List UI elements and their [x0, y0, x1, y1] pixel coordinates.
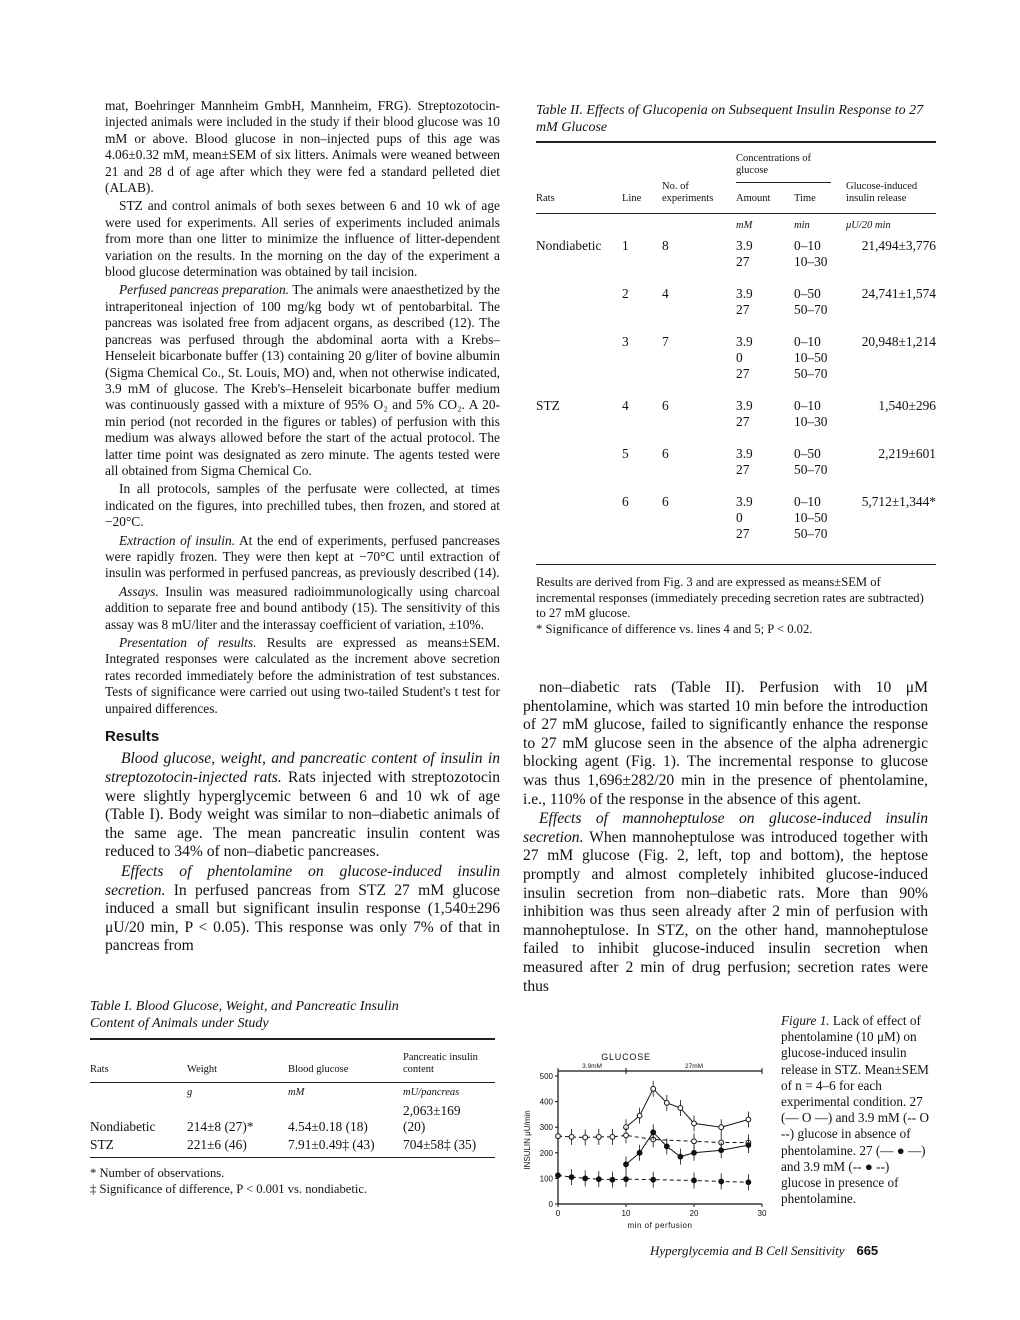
table-2-cell-release: 24,741±1,574	[861, 286, 936, 301]
y-tick-label: 200	[539, 1148, 553, 1158]
data-point	[624, 1162, 629, 1167]
figure-1-caption	[781, 1013, 931, 1207]
table-2-cell-release: 21,494±3,776	[861, 238, 936, 253]
data-point	[678, 1154, 683, 1159]
t2-unit-amount: mM	[736, 220, 753, 231]
data-point	[624, 1133, 629, 1138]
table-2-footnote-2: * Significance of difference vs. lines 4 and 5; P < 0.02.	[536, 621, 813, 636]
results-body	[105, 750, 500, 956]
data-point	[569, 1175, 574, 1180]
paragraph-right-1: non–diabetic rats (Table II). Perfusion with 10 μM phentolamine, which was started 10 min before the introduction of 27 mM glucose, failed to significantly enhance the response to 27 mM glucose seen in the absence of the alpha adrenergic blocking agent (Fig. 1). The incremental response to glucose was thus 1,696±282/20 min in the presence of phentolamine, i.e., 110% of the response in the absence of this agent.	[523, 679, 928, 808]
table-2-cell-release: 5,712±1,344*	[861, 494, 936, 509]
table-2-cell-experiments: 6	[662, 398, 669, 413]
paragraph-assays	[105, 584, 500, 633]
t2-head-amount: Amount	[736, 193, 771, 204]
data-point	[719, 1125, 724, 1130]
data-point	[651, 1086, 656, 1091]
data-point	[596, 1177, 601, 1182]
glucose-segment-1: 3.9mM	[582, 1063, 602, 1070]
table-2-cell-line: 4	[622, 398, 629, 413]
heading-extraction: Extraction of insulin.	[119, 532, 236, 548]
text-right-2: When mannoheptulose was introduced together with 27 mM glucose (Fig. 2, left, top and bottom), the heptose promptly and almost completely inhibited glucose-induced insulin secretion from non–diabetic rats. More than 90% inhibition was thus seen already after 2 min of perfusion with mannoheptulose. In STZ, on the other hand, mannoheptulose failed to inhibit glucose-induced insulin secretion when measured after 2 min of drug perfusion; secretion rates were thus	[523, 828, 928, 995]
data-point	[610, 1135, 615, 1140]
t1-row1-weight: 214±8 (27)*	[187, 1119, 254, 1134]
table-2-cell-release: 2,219±601	[878, 446, 936, 461]
table-2-cell-time	[794, 398, 827, 430]
x-tick-label: 10	[621, 1209, 631, 1218]
data-point	[583, 1135, 588, 1140]
t2-head-concentrations: Concentrations of glucose	[736, 153, 811, 176]
t2-unit-time: min	[794, 220, 810, 231]
table-2-cell-experiments: 4	[662, 286, 669, 301]
table-2-cell-line: 1	[622, 238, 629, 253]
table-2-cell-line: 3	[622, 334, 629, 349]
table-2-time-value: 0–50	[794, 286, 821, 301]
table-2-cell-experiments: 8	[662, 238, 669, 253]
table-2-time-value: 0–10	[794, 238, 821, 253]
table-2-row	[536, 236, 936, 284]
data-point	[664, 1144, 669, 1149]
table-2-block	[536, 102, 936, 637]
table-2-cell-time	[794, 286, 827, 318]
table-2-time-value: 10–30	[794, 254, 828, 269]
table-2-cell-time	[794, 238, 827, 270]
right-column	[523, 679, 928, 997]
x-axis-label: min of perfusion	[627, 1221, 693, 1230]
table-2-row	[536, 332, 936, 396]
data-point	[746, 1117, 751, 1122]
t1-head-glucose: Blood glucose	[288, 1064, 349, 1075]
page-footer	[650, 1243, 920, 1259]
t1-head-rats: Rats	[90, 1064, 109, 1075]
table-2-rows	[536, 236, 936, 556]
heading-perfused: Perfused pancreas preparation.	[119, 282, 289, 298]
table-2-cell-amount	[736, 334, 753, 382]
table-2-amount-value: 0	[736, 350, 743, 365]
table-2-cell-line: 2	[622, 286, 629, 301]
t2-head-release: Glucose-induced insulin release	[846, 181, 918, 204]
t1-row1-content: (20)	[403, 1119, 426, 1134]
t1-row1-content-top: 2,063±169	[403, 1103, 461, 1118]
table-2-cell-amount	[736, 494, 753, 542]
paragraph-right-2	[523, 810, 928, 996]
table-1-footnote-1: * Number of observations.	[90, 1166, 225, 1180]
figure-1-caption-text: Lack of effect of phentolamine (10 μM) on glucose-induced insulin release in STZ. Mean±SEM of n = 4–6 for each experimental condition. 27 (— O —) and 3.9 mM (-- O --) glucose in absence of phentolamine. 27 (— ● —) and 3.9 mM (-- ● --) glucose in presence of phentolamine.	[781, 1013, 929, 1207]
t2-head-time: Time	[794, 193, 816, 204]
table-1-header	[90, 1040, 495, 1082]
heading-presentation: Presentation of results.	[119, 635, 257, 650]
table-2-time-value: 50–70	[794, 462, 828, 477]
y-tick-label: 0	[548, 1200, 553, 1209]
text-assays: Insulin was measured radioimmunologically using charcoal addition to separate free and bound antibody (15). The sensitivity of this assay was 8 mU/liter and the interassay coefficient of variation, ±10%.	[105, 583, 500, 632]
glucose-segment-2: 27mM	[684, 1063, 704, 1070]
table-2-time-value: 50–70	[794, 302, 828, 317]
table-2-cell-time	[794, 494, 827, 542]
t1-unit-content: mU/pancreas	[403, 1087, 460, 1098]
table-2-cell-amount	[736, 398, 753, 430]
y-tick-label: 400	[539, 1097, 553, 1107]
text-results-1: Rats injected with streptozotocin were slightly hyperglycemic between 6 and 10 wk of age (Table I). Body weight was similar to non–diabetic animals of the same age. The mean pancreatic insulin content was reduced to 34% of non–diabetic pancreases.	[105, 769, 501, 861]
table-2-amount-value: 27	[736, 254, 750, 269]
table-2-row	[536, 396, 936, 444]
text-presentation: Results are expressed as means±SEM. Integrated responses were calculated as the increment above secretion rates recorded immediately before the administration of test substances. Tests of significance were carried out using two-tailed Student's t test for unpaired differences.	[105, 635, 500, 716]
data-point	[610, 1177, 615, 1182]
x-tick-label: 30	[757, 1209, 767, 1218]
text-results-2: In perfused pancreas from STZ 27 mM glucose induced a small but significant insulin response (1,540±296 μU/20 min, P < 0.05). This response was only 7% of that in pancreas from	[105, 881, 500, 955]
t1-row2-content: 704±58‡ (35)	[403, 1137, 477, 1152]
table-2-amount-value: 3.9	[736, 238, 753, 253]
data-point	[692, 1178, 697, 1183]
data-point	[692, 1139, 697, 1144]
table-2-time-value: 50–70	[794, 366, 828, 381]
table-2-bottom-rule	[536, 564, 936, 565]
t2-head-concentration-rule	[736, 182, 831, 183]
table-2-amount-value: 3.9	[736, 398, 753, 413]
table-2-row	[536, 284, 936, 332]
data-point	[651, 1177, 656, 1182]
table-2-cell-amount	[736, 446, 753, 478]
table-2-cell-experiments: 6	[662, 446, 669, 461]
t1-unit-weight: g	[187, 1087, 193, 1098]
data-point	[556, 1173, 561, 1178]
paragraph-perfused	[105, 282, 500, 479]
table-2-amount-value: 3.9	[736, 494, 753, 509]
t1-row2-weight: 221±6 (46)	[187, 1137, 247, 1152]
t1-row1-rats: Nondiabetic	[90, 1119, 156, 1134]
table-2-time-value: 50–70	[794, 526, 828, 541]
table-2-cell-amount	[736, 238, 753, 270]
data-point	[692, 1121, 697, 1126]
paragraph-extraction	[105, 533, 500, 582]
table-1-caption: Table I. Blood Glucose, Weight, and Pancreatic Insulin Content of Animals under Study	[90, 999, 399, 1031]
t2-head-experiments: No. of experiments	[662, 181, 714, 204]
running-title: Hyperglycemia and B Cell Sensitivity	[650, 1243, 845, 1258]
data-point	[678, 1106, 683, 1111]
table-2-amount-value: 27	[736, 526, 750, 541]
heading-right-2: Effects of mannoheptulose on glucose-induced insulin secretion.	[523, 810, 928, 846]
paragraph-methods-2: STZ and control animals of both sexes between 6 and 10 wk of age were used for experiments. All series of experiments included animals from more than one litter to minimize the influence of litter-dependent variation on the results. In the morning on the day of the experiment a blood glucose determination was obtained by tail incision.	[105, 198, 500, 280]
paragraph-results-2	[105, 863, 500, 956]
t2-unit-release: μU/20 min	[846, 220, 891, 231]
t1-head-content: Pancreatic insulin content	[403, 1052, 478, 1075]
table-2-time-value: 0–10	[794, 334, 821, 349]
figure-1-caption-title: Figure 1.	[781, 1013, 830, 1028]
data-point	[583, 1176, 588, 1181]
table-1-body	[90, 1083, 495, 1153]
table-2-header	[536, 143, 936, 213]
data-point	[637, 1150, 642, 1155]
table-2-units	[536, 214, 936, 236]
t1-row1-glucose: 4.54±0.18 (18)	[288, 1119, 368, 1134]
table-2-row	[536, 444, 936, 492]
page-number: 665	[856, 1243, 879, 1258]
table-2-cell-experiments: 6	[662, 494, 669, 509]
paragraph-protocols: In all protocols, samples of the perfusate were collected, at times indicated on the figures, into prechilled tubes, then frozen, and stored at −20°C.	[105, 481, 500, 530]
table-2-amount-value: 3.9	[736, 334, 753, 349]
t1-unit-glucose: mM	[288, 1087, 305, 1098]
data-point	[637, 1113, 642, 1118]
t1-row2-glucose: 7.91±0.49‡ (43)	[288, 1137, 375, 1152]
x-tick-label: 0	[555, 1209, 561, 1218]
results-heading: Results	[105, 728, 160, 746]
left-column	[105, 98, 500, 957]
table-2-cell-line: 6	[622, 494, 629, 509]
text-perfused: The animals were anaesthetized by the intraperitoneal injection of 100 mg/kg body wt of pentobarbital. The pancreas was isolated free from adjacent organs, as described (12). The pancreas was perfused through the abdominal aorta with a Krebs–Henseleit bicarbonate buffer (13) containing 20 g/liter of bovine albumin (Sigma Chemical Co., St. Louis, MO) and, when not otherwise indicated, 3.9 mM of glucose. The Kreb's–Henseleit bicarbonate buffer medium was continuously gassed with a mixture of 95% O₂ and 5% CO₂. A 20-min period (not recorded in the figures or tables) of perfusion with this medium was always allowed before the start of the actual protocol. The latter time point was designated as zero minute. The agents tested were all obtained from Sigma Chemical Co.	[105, 282, 501, 478]
table-2-cell-amount	[736, 286, 753, 318]
y-tick-label: 300	[539, 1123, 553, 1133]
table-2-amount-value: 3.9	[736, 286, 753, 301]
table-2-amount-value: 27	[736, 414, 750, 429]
table-2-footnote-1: Results are derived from Fig. 3 and are expressed as means±SEM of incremental responses (immediately preceding secretion rates are subtracted) to 27 mM glucose.	[536, 575, 924, 621]
table-2-time-value: 0–10	[794, 494, 821, 509]
table-1-block	[90, 998, 495, 1197]
table-2-amount-value: 27	[736, 302, 750, 317]
data-point	[651, 1130, 656, 1135]
y-axis-label: INSULIN μU/min	[523, 1110, 532, 1170]
table-2-time-value: 0–10	[794, 398, 821, 413]
paragraph-results-1	[105, 750, 500, 862]
table-2-cell-release: 1,540±296	[878, 398, 936, 413]
figure-1-chart	[518, 1040, 770, 1230]
data-point	[569, 1135, 574, 1140]
heading-results-2: Effects of phentolamine on glucose-induced insulin secretion.	[105, 863, 500, 899]
y-tick-label: 500	[539, 1072, 553, 1081]
t2-head-rats: Rats	[536, 193, 555, 204]
heading-assays: Assays.	[119, 583, 159, 599]
data-point	[664, 1100, 669, 1105]
series-line	[626, 1132, 748, 1164]
table-2-row	[536, 492, 936, 556]
data-point	[692, 1150, 697, 1155]
data-point	[719, 1148, 724, 1153]
paragraph-presentation	[105, 635, 500, 717]
data-point	[719, 1179, 724, 1184]
table-2-cell-rats: STZ	[536, 398, 560, 413]
table-1-bottom-rule	[90, 1157, 495, 1158]
table-2-cell-release: 20,948±1,214	[861, 334, 936, 349]
table-2-cell-rats: Nondiabetic	[536, 238, 602, 253]
table-2-amount-value: 27	[736, 366, 750, 381]
table-2-amount-value: 3.9	[736, 446, 753, 461]
table-2-caption: Table II. Effects of Glucopenia on Subsequent Insulin Response to 27 mM Glucose	[536, 103, 924, 135]
table-2-time-value: 10–50	[794, 510, 828, 525]
glucose-label: GLUCOSE	[601, 1052, 651, 1062]
t2-head-line: Line	[622, 193, 642, 204]
data-point	[556, 1134, 561, 1139]
data-point	[746, 1143, 751, 1148]
heading-results-1: Blood glucose, weight, and pancreatic content of insulin in streptozotocin-injected rats.	[105, 750, 500, 787]
table-2-time-value: 0–50	[794, 446, 821, 461]
data-point	[746, 1180, 751, 1185]
t1-head-weight: Weight	[187, 1064, 218, 1075]
text-extraction: At the end of experiments, perfused pancreases were rapidly frozen. They were then kept at −70°C until extraction of insulin was performed in perfused pancreas, as previously described (14).	[105, 532, 500, 581]
table-2-time-value: 10–50	[794, 350, 828, 365]
table-2-cell-experiments: 7	[662, 334, 669, 349]
series-line	[626, 1089, 748, 1127]
table-2-amount-value: 27	[736, 462, 750, 477]
table-2-cell-line: 5	[622, 446, 629, 461]
x-tick-label: 20	[689, 1209, 699, 1218]
table-1-footnote-2: ‡ Significance of difference, P < 0.001 vs. nondiabetic.	[90, 1181, 368, 1196]
data-point	[624, 1177, 629, 1182]
t1-row2-rats: STZ	[90, 1137, 114, 1152]
y-tick-label: 100	[539, 1174, 553, 1184]
table-2-cell-time	[794, 446, 827, 478]
data-point	[596, 1135, 601, 1140]
table-2-cell-time	[794, 334, 827, 382]
table-2-amount-value: 0	[736, 510, 743, 525]
paragraph-methods-1: mat, Boehringer Mannheim GmbH, Mannheim, FRG). Streptozotocin-injected animals were included in the study if their blood glucose was 10 mM or above. Blood glucose in non–injected pups of this age was 4.06±0.32 mM, mean±SEM of six litters. Animals were weaned between 21 and 28 d of age after which they were fed a standard pelleted diet (ALAB).	[105, 98, 500, 196]
table-2-time-value: 10–30	[794, 414, 828, 429]
